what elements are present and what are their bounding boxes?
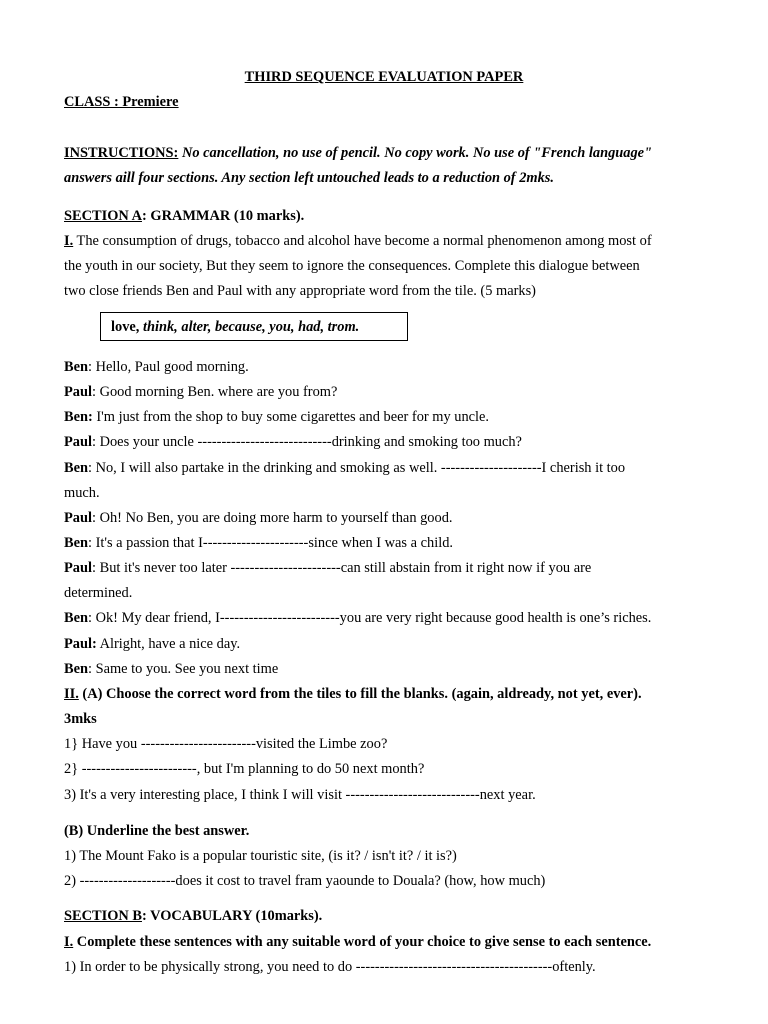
question-item: 2) --------------------does it cost to travel fram yaounde to Douala? (how, how much) xyxy=(64,873,546,889)
word-tile-first: love, xyxy=(111,319,143,335)
word-tile xyxy=(111,318,359,336)
speaker-separator: : xyxy=(88,661,92,677)
dialogue-line xyxy=(64,358,249,376)
instructions-text-1: No cancellation, no use of pencil. No copy work. No use of "French language" xyxy=(178,145,653,161)
speaker-name: Ben xyxy=(64,460,88,476)
speaker-name: Paul: xyxy=(64,636,97,652)
dialogue-text: Oh! No Ben, you are doing more harm to yourself than good. xyxy=(96,510,453,526)
dialogue-line xyxy=(64,660,278,678)
speaker-name: Paul xyxy=(64,434,92,450)
instructions-text-2: answers aill four sections. Any section left untouched leads to a reduction of 2mks. xyxy=(64,170,554,186)
dialogue-text: Alright, have a nice day. xyxy=(96,636,241,652)
dialogue-text: Same to you. See you next time xyxy=(92,661,279,677)
dialogue-text: But it's never too later -----------------------can still abstain from it right now if you are xyxy=(96,560,592,576)
dialogue-line xyxy=(64,433,522,451)
page-title: THIRD SEQUENCE EVALUATION PAPER xyxy=(244,69,524,85)
dialogue-text: No, I will also partake in the drinking and smoking as well. ---------------------I cherish it too xyxy=(92,460,626,476)
dialogue-line xyxy=(64,383,337,401)
dialogue-text: Good morning Ben. where are you from? xyxy=(96,384,338,400)
part-ii-marks: 3mks xyxy=(64,711,97,727)
part-ii-heading xyxy=(64,685,642,703)
question-item: 2} ------------------------, but I'm planning to do 50 next month? xyxy=(64,761,425,777)
speaker-separator: : xyxy=(88,535,92,551)
speaker-separator: : xyxy=(92,434,96,450)
dialogue-line xyxy=(64,534,453,552)
speaker-separator: : xyxy=(92,560,96,576)
speaker-separator: : xyxy=(88,610,92,626)
instructions-line-1 xyxy=(64,144,652,162)
dialogue-line xyxy=(64,635,240,653)
word-tile-box xyxy=(100,312,408,341)
speaker-name: Ben xyxy=(64,661,88,677)
section-a-intro-2: the youth in our society, But they seem to ignore the consequences. Complete this dialogue between xyxy=(64,258,640,274)
question-item: 1) In order to be physically strong, you need to do -----------------------------------------oftenly. xyxy=(64,959,596,975)
section-a-intro-1 xyxy=(64,232,652,250)
speaker-separator: : xyxy=(88,460,92,476)
dialogue-line xyxy=(64,459,625,477)
speaker-name: Ben: xyxy=(64,409,93,425)
section-a-heading-rest: : GRAMMAR (10 marks). xyxy=(141,208,305,224)
instructions-label: INSTRUCTIONS: xyxy=(64,145,179,161)
section-b-part-i-number: I. xyxy=(64,934,74,950)
section-b-heading-rest: : VOCABULARY (10marks). xyxy=(141,908,323,924)
speaker-name: Ben xyxy=(64,535,88,551)
part-ii-heading-text: (A) Choose the correct word from the tiles to fill the blanks. (again, aldready, not yet, ever). xyxy=(78,686,642,702)
dialogue-text: I'm just from the shop to buy some cigarettes and beer for my uncle. xyxy=(92,409,490,425)
dialogue-line xyxy=(64,509,453,527)
speaker-separator: : xyxy=(92,384,96,400)
dialogue-continuation: much. xyxy=(64,485,100,501)
speaker-name: Paul xyxy=(64,384,92,400)
part-ii-b-heading: (B) Underline the best answer. xyxy=(64,823,250,839)
word-tile-rest: think, alter, because, you, had, trom. xyxy=(142,319,360,335)
section-b-part-i-heading xyxy=(64,933,651,951)
question-item: 1} Have you ------------------------visited the Limbe zoo? xyxy=(64,736,388,752)
dialogue-text: Hello, Paul good morning. xyxy=(92,359,249,375)
speaker-name: Paul xyxy=(64,560,92,576)
dialogue-text: Does your uncle ----------------------------drinking and smoking too much? xyxy=(96,434,522,450)
section-b-heading xyxy=(64,907,322,925)
dialogue-line xyxy=(64,559,591,577)
class-label: CLASS : Premiere xyxy=(64,94,179,110)
dialogue-text: Ok! My dear friend, I-------------------------you are very right because good health is one’s riches. xyxy=(92,610,652,626)
question-item: 3) It's a very interesting place, I think I will visit ----------------------------next year. xyxy=(64,787,536,803)
part-i-intro-text-1: The consumption of drugs, tobacco and alcohol have become a normal phenomenon among most of xyxy=(73,233,652,249)
speaker-name: Ben xyxy=(64,610,88,626)
dialogue-text: It's a passion that I----------------------since when I was a child. xyxy=(92,535,453,551)
part-i-number: I. xyxy=(64,233,74,249)
section-a-intro-3: two close friends Ben and Paul with any appropriate word from the tile. (5 marks) xyxy=(64,283,536,299)
section-a-label: SECTION A xyxy=(64,208,142,224)
dialogue-continuation: determined. xyxy=(64,585,133,601)
speaker-name: Ben xyxy=(64,359,88,375)
section-b-label: SECTION B xyxy=(64,908,142,924)
dialogue-line xyxy=(64,609,651,627)
speaker-name: Paul xyxy=(64,510,92,526)
dialogue-line xyxy=(64,408,489,426)
section-a-heading xyxy=(64,207,304,225)
part-ii-number: II. xyxy=(64,686,79,702)
speaker-separator: : xyxy=(88,359,92,375)
question-item: 1) The Mount Fako is a popular touristic site, (is it? / isn't it? / it is?) xyxy=(64,848,457,864)
speaker-separator: : xyxy=(92,510,96,526)
section-b-part-i-text: Complete these sentences with any suitable word of your choice to give sense to each sentence. xyxy=(73,934,652,950)
